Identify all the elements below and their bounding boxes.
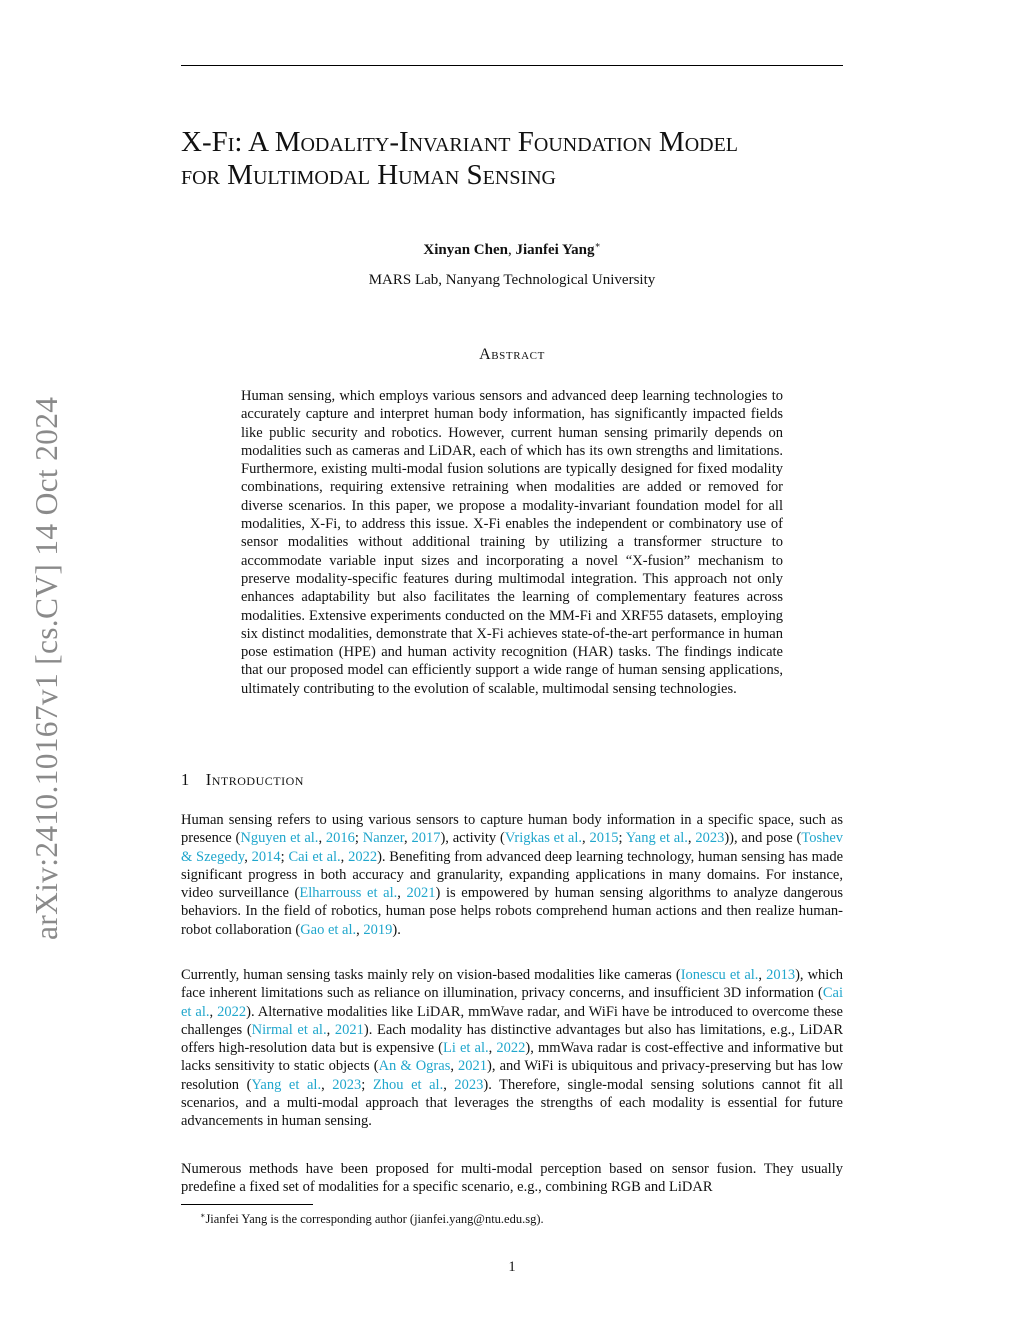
citation-link[interactable]: Vrigkas et al.	[504, 830, 583, 847]
text-run: ,	[321, 1076, 333, 1093]
text-run: ,	[340, 848, 349, 865]
text-run: ,	[582, 830, 590, 847]
text-run: Currently, human sensing tasks mainly rely on vision-based modalities like cameras (	[181, 967, 681, 983]
author-name: Jianfei Yang	[515, 242, 595, 258]
text-run: ,	[244, 848, 252, 865]
citation-link[interactable]: 2014	[251, 848, 281, 865]
affiliation: MARS Lab, Nanyang Technological University	[368, 272, 656, 288]
text-run: ;	[354, 830, 363, 847]
text-run: ,	[450, 1058, 459, 1075]
text-run: ,	[404, 830, 412, 847]
text-run: ,	[356, 921, 364, 938]
citation-link[interactable]: Yang et al.	[625, 830, 688, 847]
citation-link[interactable]: 2017	[411, 830, 441, 847]
citation-link[interactable]: Ionescu et al.	[680, 967, 759, 983]
footnote-rule	[181, 1204, 313, 1205]
text-run: ;	[361, 1076, 373, 1093]
citation-link[interactable]: 2023	[332, 1076, 362, 1093]
text-run: Human sensing refers to using various sensors to capture human body information in a specific space, such as presence (	[181, 812, 843, 847]
citation-link[interactable]: Cai et al.	[288, 848, 341, 865]
text-run: ,	[758, 967, 767, 983]
section-heading-introduction	[181, 770, 304, 790]
text-run: ,	[397, 885, 407, 902]
intro-paragraph-2	[181, 966, 843, 1131]
section-number: 1	[181, 770, 190, 789]
paper-title	[181, 126, 861, 192]
title-line-1: X-Fi: A Modality-Invariant Foundation Model	[181, 126, 739, 158]
text-run: ). Each modality has distinctive advantages but also has limitations, e.g., LiDAR offers high-resolution data but is expensive (	[181, 1021, 844, 1057]
text-run: )), and pose (	[724, 830, 802, 847]
citation-link[interactable]: 2023	[695, 830, 725, 847]
text-run: ;	[618, 830, 626, 847]
text-run: ,	[443, 1076, 455, 1093]
citation-link[interactable]: Gao et al.	[300, 921, 357, 938]
citation-link[interactable]: Toshev & Szegedy	[181, 830, 844, 865]
citation-link[interactable]: 2015	[589, 830, 619, 847]
citation-link[interactable]: Nanzer	[362, 830, 404, 847]
citation-link[interactable]: Yang et al.	[251, 1076, 322, 1093]
text-run: ), activity (	[440, 830, 505, 847]
top-rule	[181, 65, 843, 66]
citation-link[interactable]: 2013	[766, 967, 796, 983]
title-line-2: for Multimodal Human Sensing	[181, 159, 556, 191]
footnote-text: Jianfei Yang is the corresponding author (jianfei.yang@ntu.edu.sg).	[205, 1212, 544, 1227]
intro-paragraph-1	[181, 811, 843, 939]
corresponding-author-marker: ∗	[594, 240, 601, 250]
citation-link[interactable]: Li et al.	[442, 1040, 489, 1057]
text-run: ), which face inherent limitations such as reliance on illumination, privacy concerns, and insufficient 3D information (	[181, 967, 844, 1002]
author-name: Xinyan Chen	[423, 242, 508, 258]
citation-link[interactable]: Cai et al.	[181, 985, 843, 1020]
citation-link[interactable]: 2023	[454, 1076, 484, 1093]
citation-link[interactable]: Nirmal et al.	[251, 1021, 327, 1038]
citation-link[interactable]: 2022	[217, 1003, 247, 1020]
intro-paragraph-3: Numerous methods have been proposed for multi-modal perception based on sensor fusion. They usually predefine a fixed set of modalities for a specific scenario, e.g., combining RGB and LiDAR	[181, 1161, 843, 1196]
text-run: ).	[392, 921, 401, 938]
citation-link[interactable]: Nguyen et al.	[240, 830, 319, 847]
text-run: ,	[209, 1003, 218, 1020]
citation-link[interactable]: 2019	[363, 921, 393, 938]
text-run: ). Benefiting from advanced deep learning technology, human sensing has made significant progress in both accuracy and granularity, expanding applications in many domains. For instance, video surveillance (	[181, 848, 844, 902]
text-run: ,	[326, 1021, 335, 1038]
citation-link[interactable]: 2021	[334, 1021, 364, 1038]
citation-link[interactable]: 2022	[496, 1040, 526, 1057]
text-run: ), mmWava radar is cost-effective and informative but lacks sensitivity to static objects (	[181, 1040, 843, 1075]
text-run: ). Alternative modalities like LiDAR, mmWave radar, and WiFi have be introduced to overcome these challenges (	[181, 1003, 843, 1038]
citation-link[interactable]: 2016	[325, 830, 355, 847]
text-run: ). Therefore, single-modal sensing solutions cannot fit all scenarios, and a multi-modal approach that leverages the strengths of each modality is essential for future advancements in human sensing.	[181, 1076, 844, 1130]
abstract-text: Human sensing, which employs various sensors and advanced deep learning technologies to accurately capture and interpret human body information, has significantly impacted fields like public security and robotics. However, current human sensing primarily depends on modalities such as cameras and LiDAR, each of which has its own strengths and limitations. Furthermore, existing multi-modal fusion solutions are typically designed for fixed modality combinations, requiring extensive retraining when modalities are added or removed for diverse scenarios. In this paper, we propose a modality-invariant foundation model for all modalities, X-Fi, to address this issue. X-Fi enables the independent or combinatory use of sensor modalities without additional training by utilizing a transformer structure to accommodate variable input sizes and incorporating a novel “X-fusion” mechanism to preserve modality-specific features during multimodal integration. This approach not only enhances adaptability but also facilitates the learning of complementary features across modalities. Extensive experiments conducted on the MM-Fi and XRF55 datasets, employing six distinct modalities, demonstrate that X-Fi achieves state-of-the-art performance in human pose estimation (HPE) and human activity recognition (HAR) tasks. The findings indicate that our proposed model can efficiently support a wide range of human sensing applications, ultimately contributing to the evolution of scalable, multimodal sensing technologies.	[241, 388, 783, 697]
citation-link[interactable]: 2022	[348, 848, 378, 865]
author-separator: ,	[507, 242, 516, 258]
section-title: Introduction	[205, 770, 304, 789]
text-run: ,	[687, 830, 696, 847]
citation-link[interactable]: An & Ogras	[378, 1058, 451, 1075]
abstract-heading: Abstract	[479, 346, 545, 363]
footnote-marker: ∗	[200, 1211, 206, 1220]
text-run: ;	[280, 848, 289, 865]
page-number: 1	[508, 1259, 516, 1275]
citation-link[interactable]: 2021	[458, 1058, 488, 1075]
arxiv-identifier: arXiv:2410.10167v1 [cs.CV] 14 Oct 2024	[29, 396, 64, 940]
text-run: ,	[488, 1040, 497, 1057]
citation-link[interactable]: 2021	[406, 885, 436, 902]
citation-link[interactable]: Zhou et al.	[372, 1076, 444, 1093]
text-run: ,	[318, 830, 326, 847]
citation-link[interactable]: Elharrouss et al.	[299, 885, 398, 902]
text-run: ) is empowered by human sensing algorithms to analyze dangerous behaviors. In the field of robotics, human pose helps robots comprehend human actions and then realize human-robot collaboration (	[181, 885, 844, 938]
footnote	[200, 1208, 843, 1227]
text-run: ), and WiFi is ubiquitous and privacy-preserving but has low resolution (	[181, 1058, 844, 1093]
author-list	[181, 236, 843, 259]
